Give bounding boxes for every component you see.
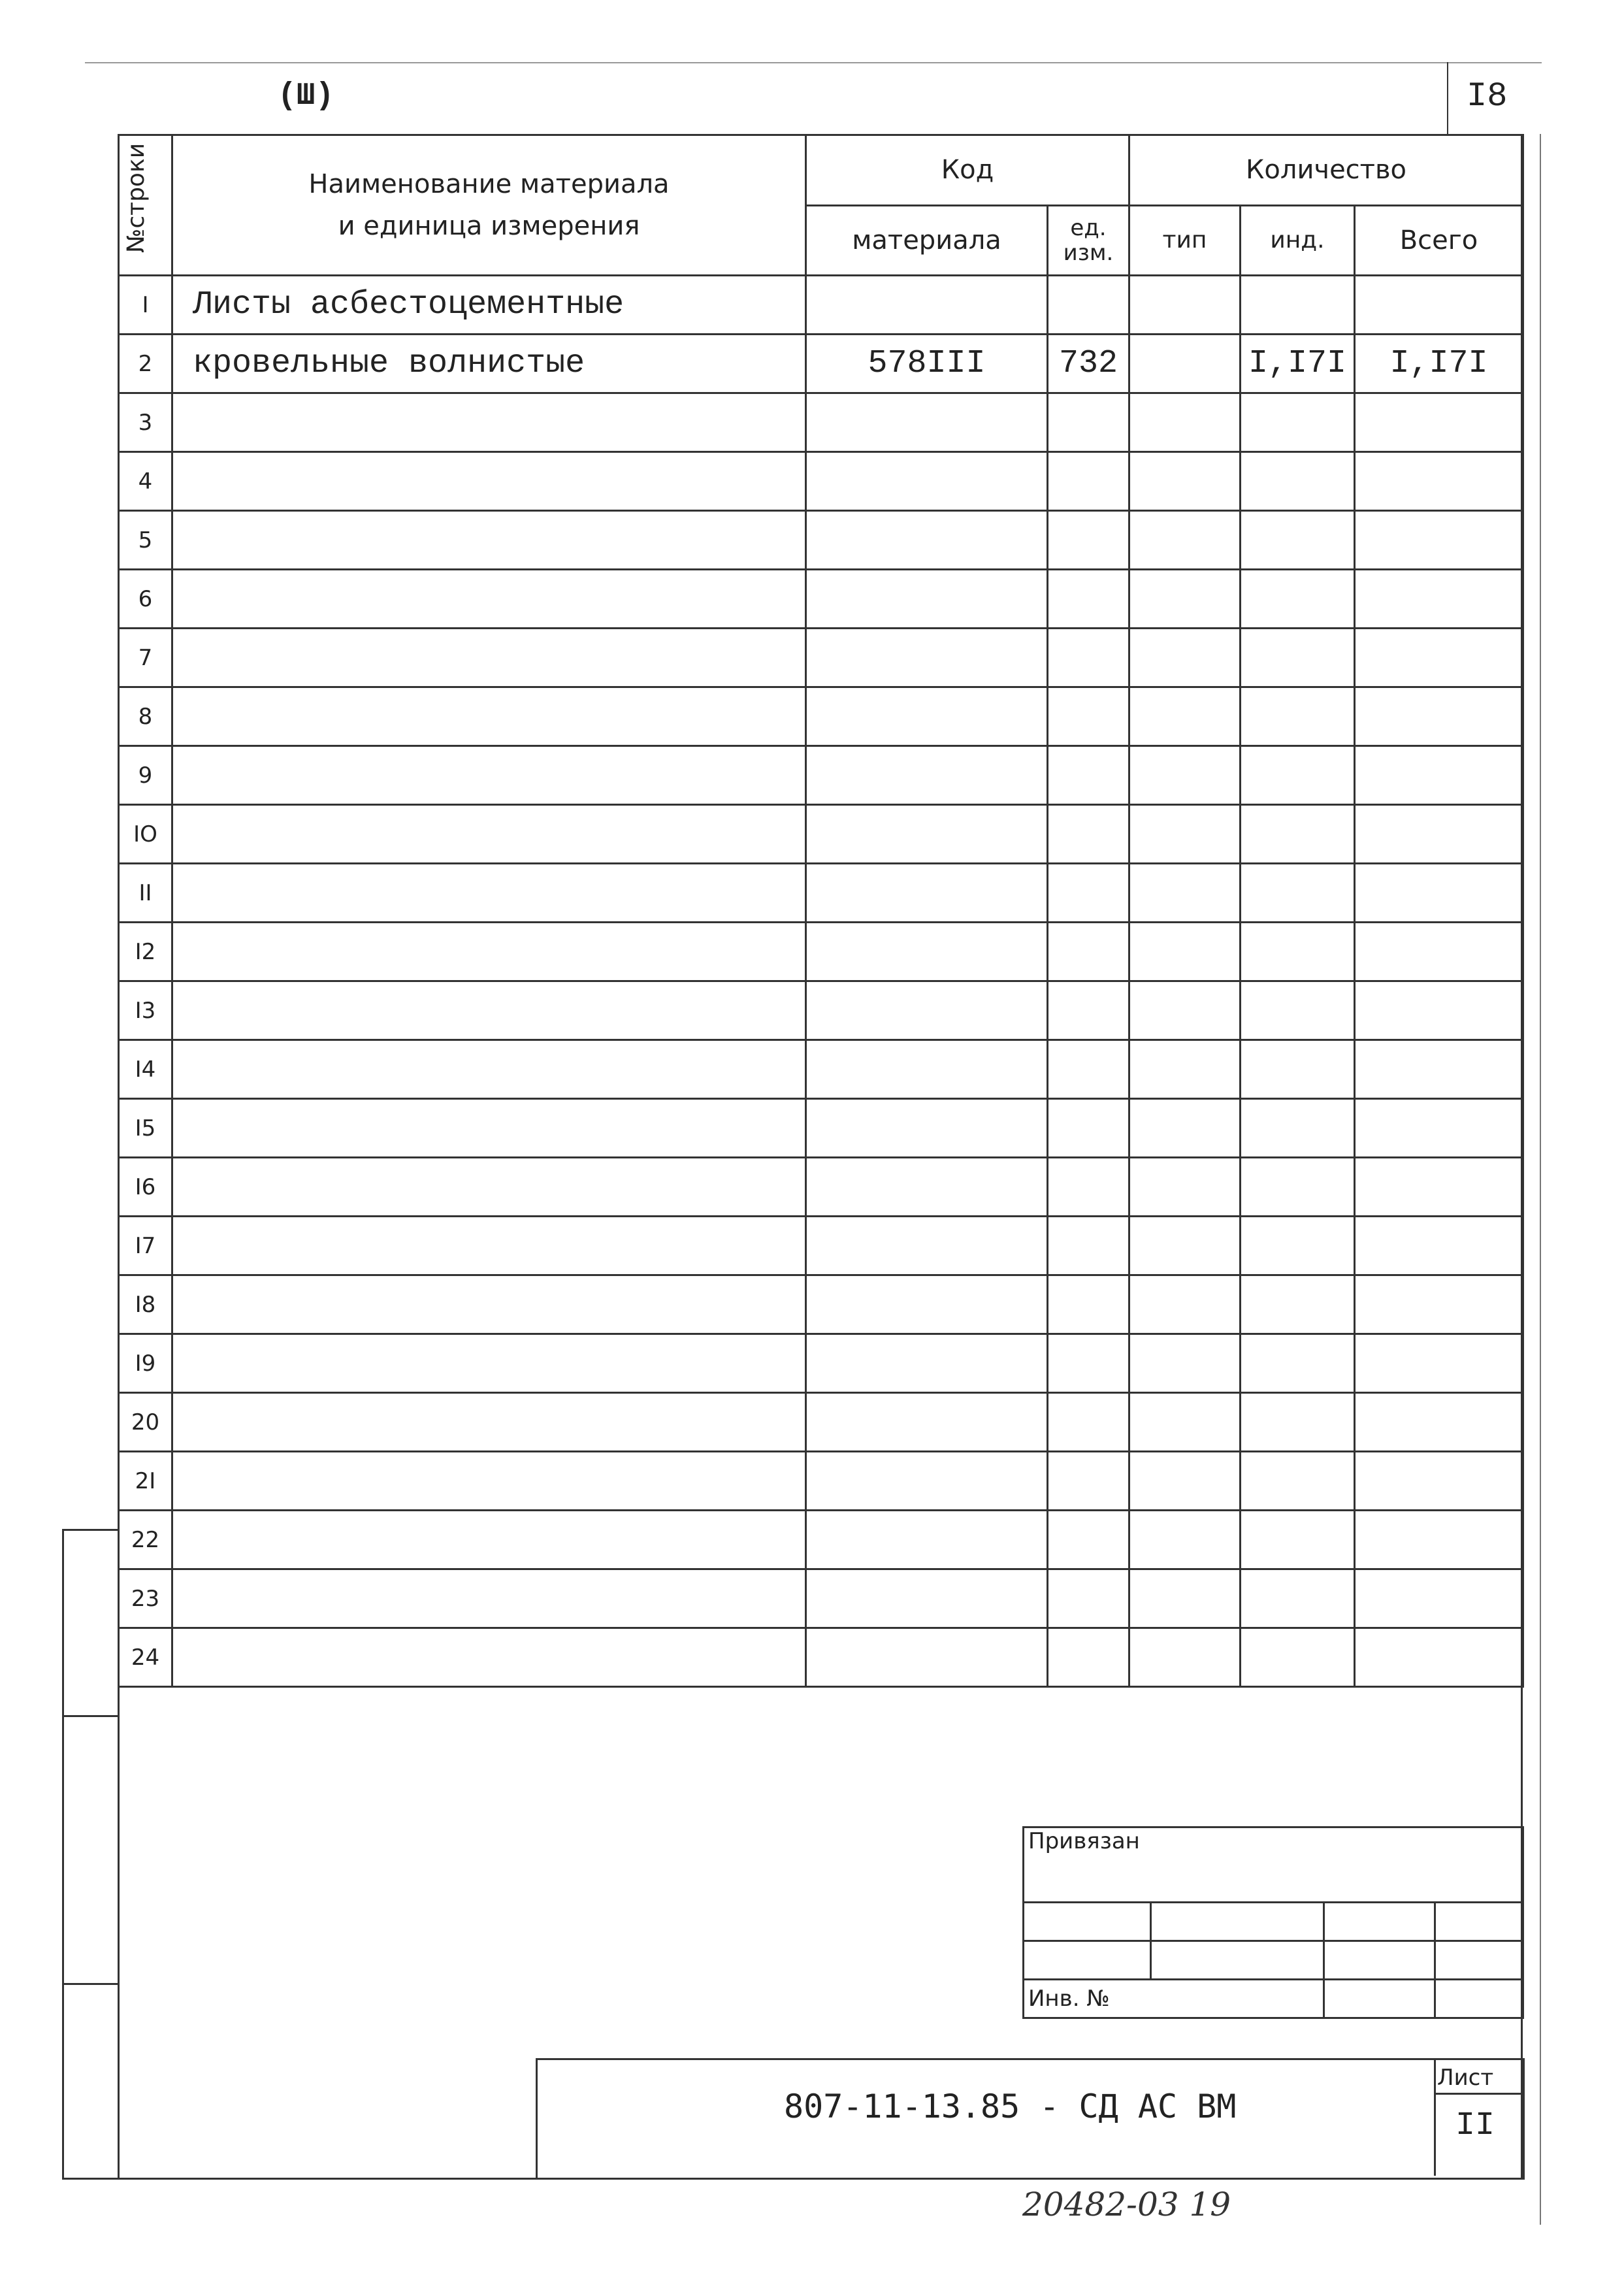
unit-code-cell: [1048, 1628, 1129, 1687]
qty-type-cell: [1129, 1217, 1241, 1275]
handwritten-archive-number: 20482-03 19: [1022, 2186, 1231, 2223]
qty-total-cell: [1355, 276, 1523, 335]
material-code-cell: [806, 923, 1048, 981]
table-row: [119, 276, 1523, 335]
qty-total-cell: [1355, 1511, 1523, 1569]
material-name-cell: [172, 452, 806, 511]
material-code-cell: [806, 1158, 1048, 1217]
material-name-cell: [172, 1452, 806, 1511]
title-block-sheet-hline: [1434, 2093, 1522, 2095]
unit-code-cell: [1048, 570, 1129, 629]
unit-code-cell: [1048, 864, 1129, 923]
table-row: [119, 393, 1523, 452]
table-row: [119, 687, 1523, 746]
row-number-cell: 8: [119, 687, 172, 746]
material-code-cell: [806, 1217, 1048, 1275]
attached-label: Привязан: [1028, 1828, 1140, 1854]
table-row: [119, 1569, 1523, 1628]
unit-code-cell: [1048, 511, 1129, 570]
unit-code-cell: [1048, 1334, 1129, 1393]
qty-ind-cell: [1241, 1569, 1355, 1628]
qty-type-cell: [1129, 1452, 1241, 1511]
material-name-cell: [172, 864, 806, 923]
qty-ind-cell: I,I7I: [1241, 335, 1355, 393]
table-row: [119, 570, 1523, 629]
qty-total-cell: [1355, 1569, 1523, 1628]
sheet-label: Лист: [1437, 2065, 1494, 2091]
material-code-cell: [806, 452, 1048, 511]
material-name-cell: [172, 1628, 806, 1687]
row-number-cell: I2: [119, 923, 172, 981]
table-row: [119, 981, 1523, 1040]
row-number-cell: 2I: [119, 1452, 172, 1511]
qty-type-cell: [1129, 629, 1241, 687]
document-code: 807-11-13.85 - СД АС ВМ: [784, 2088, 1237, 2125]
unit-code-cell: [1048, 1099, 1129, 1158]
material-code-cell: [806, 1569, 1048, 1628]
qty-total-cell: [1355, 1275, 1523, 1334]
qty-ind-cell: [1241, 511, 1355, 570]
qty-ind-cell: [1241, 981, 1355, 1040]
material-name-cell: [172, 570, 806, 629]
title-block-sheet-divider: [1434, 2058, 1436, 2176]
row-number-cell: 6: [119, 570, 172, 629]
unit-code-cell: [1048, 1511, 1129, 1569]
material-name-cell: [172, 1511, 806, 1569]
qty-total-cell: [1355, 687, 1523, 746]
qty-ind-cell: [1241, 687, 1355, 746]
qty-type-cell: [1129, 746, 1241, 805]
row-number-cell: I: [119, 276, 172, 335]
unit-code-cell: [1048, 1393, 1129, 1452]
material-code-cell: [806, 746, 1048, 805]
material-name-cell: [172, 1334, 806, 1393]
qty-type-cell: [1129, 923, 1241, 981]
qty-total-cell: [1355, 1334, 1523, 1393]
qty-type-cell: [1129, 511, 1241, 570]
table-row: [119, 511, 1523, 570]
qty-total-cell: [1355, 1099, 1523, 1158]
qty-total-cell: [1355, 393, 1523, 452]
material-table: [118, 134, 1524, 1688]
row-number-cell: I7: [119, 1217, 172, 1275]
qty-type-cell: [1129, 1099, 1241, 1158]
material-code-cell: [806, 687, 1048, 746]
row-number-cell: I6: [119, 1158, 172, 1217]
row-number-header: [119, 135, 172, 276]
material-code-cell: [806, 1099, 1048, 1158]
qty-type-cell: [1129, 1040, 1241, 1099]
material-code-cell: [806, 511, 1048, 570]
material-code-cell: [806, 1275, 1048, 1334]
qty-total-cell: [1355, 864, 1523, 923]
unit-code-cell: [1048, 981, 1129, 1040]
qty-total-cell: [1355, 570, 1523, 629]
qty-ind-cell: [1241, 570, 1355, 629]
qty-total-cell: [1355, 746, 1523, 805]
row-number-cell: I8: [119, 1275, 172, 1334]
table-row: [119, 1511, 1523, 1569]
table-row: [119, 1040, 1523, 1099]
binding-margin-line-outer: [62, 1529, 64, 2179]
attached-cell: [1024, 1827, 1523, 1903]
qty-ind-cell: [1241, 1040, 1355, 1099]
row-number-cell: 4: [119, 452, 172, 511]
unit-code-cell: 732: [1048, 335, 1129, 393]
qty-type-cell: [1129, 864, 1241, 923]
material-name-cell: [172, 1040, 806, 1099]
unit-code-cell: [1048, 393, 1129, 452]
unit-code-cell: [1048, 452, 1129, 511]
qty-ind-cell: [1241, 276, 1355, 335]
binding-margin-mid1: [62, 1715, 120, 1717]
qty-total-cell: [1355, 981, 1523, 1040]
unit-code-cell: [1048, 1040, 1129, 1099]
qty-type-cell: [1129, 981, 1241, 1040]
qty-total-header: Всего: [1355, 205, 1523, 276]
row-number-cell: 23: [119, 1569, 172, 1628]
row-number-cell: 3: [119, 393, 172, 452]
material-code-cell: [806, 629, 1048, 687]
table-row: [119, 335, 1523, 393]
table-row: [119, 923, 1523, 981]
qty-ind-cell: [1241, 1511, 1355, 1569]
table-row: [119, 1334, 1523, 1393]
qty-total-cell: [1355, 629, 1523, 687]
qty-type-cell: [1129, 1628, 1241, 1687]
row-number-cell: 20: [119, 1393, 172, 1452]
material-name-cell: [172, 1158, 806, 1217]
unit-code-cell: [1048, 746, 1129, 805]
row-number-cell: I3: [119, 981, 172, 1040]
row-number-cell: 24: [119, 1628, 172, 1687]
qty-total-cell: [1355, 1040, 1523, 1099]
table-row: [119, 864, 1523, 923]
row-number-cell: I9: [119, 1334, 172, 1393]
table-row: [119, 805, 1523, 864]
material-code-cell: [806, 1040, 1048, 1099]
attachment-stamp: [1022, 1826, 1524, 2019]
table-row: [119, 1099, 1523, 1158]
qty-ind-cell: [1241, 1275, 1355, 1334]
row-number-cell: I4: [119, 1040, 172, 1099]
material-code-cell: [806, 981, 1048, 1040]
top-border-line: [85, 62, 1542, 63]
quantity-header: Количество: [1129, 135, 1523, 206]
material-code-cell: [806, 276, 1048, 335]
page-number: I8: [1467, 77, 1508, 116]
qty-type-cell: [1129, 452, 1241, 511]
qty-type-header: тип: [1129, 205, 1241, 276]
material-name-cell: [172, 981, 806, 1040]
material-name-cell: [172, 1099, 806, 1158]
table-row: [119, 1452, 1523, 1511]
binding-margin-top-line: [62, 1529, 120, 1531]
qty-total-cell: [1355, 805, 1523, 864]
material-code-cell: [806, 1452, 1048, 1511]
row-number-cell: I5: [119, 1099, 172, 1158]
unit-code-cell: [1048, 629, 1129, 687]
top-border-right-tick: [1447, 62, 1448, 134]
material-name-cell: [172, 1569, 806, 1628]
row-number-cell: 22: [119, 1511, 172, 1569]
qty-type-cell: [1129, 276, 1241, 335]
qty-ind-cell: [1241, 1334, 1355, 1393]
qty-total-cell: [1355, 1452, 1523, 1511]
row-number-cell: 2: [119, 335, 172, 393]
row-number-cell: IO: [119, 805, 172, 864]
qty-ind-cell: [1241, 864, 1355, 923]
material-name-cell: [172, 805, 806, 864]
material-name-cell: кровельные волнистые: [172, 335, 806, 393]
qty-type-cell: [1129, 805, 1241, 864]
qty-ind-cell: [1241, 746, 1355, 805]
qty-type-cell: [1129, 1158, 1241, 1217]
qty-ind-cell: [1241, 452, 1355, 511]
qty-ind-cell: [1241, 1158, 1355, 1217]
material-code-cell: [806, 1511, 1048, 1569]
material-code-cell: 578III: [806, 335, 1048, 393]
unit-code-cell: [1048, 1452, 1129, 1511]
qty-type-cell: [1129, 1275, 1241, 1334]
row-number-header-label: №строки: [123, 142, 150, 254]
qty-total-cell: [1355, 1393, 1523, 1452]
unit-code-cell: [1048, 276, 1129, 335]
unit-code-cell: [1048, 923, 1129, 981]
row-number-cell: 5: [119, 511, 172, 570]
table-row: [119, 746, 1523, 805]
qty-total-cell: [1355, 511, 1523, 570]
table-row: [119, 1275, 1523, 1334]
unit-code-cell: [1048, 1275, 1129, 1334]
qty-type-cell: [1129, 335, 1241, 393]
material-name-cell: [172, 511, 806, 570]
material-name-cell: [172, 1393, 806, 1452]
section-mark: (Ш): [278, 78, 334, 114]
qty-ind-cell: [1241, 923, 1355, 981]
unit-code-cell: [1048, 687, 1129, 746]
table-row: [119, 1158, 1523, 1217]
material-name-cell: Листы асбестоцементные: [172, 276, 806, 335]
table-row: [119, 1628, 1523, 1687]
right-margin-line: [1540, 134, 1541, 2225]
name-header-line1: Наименование материала: [308, 169, 670, 199]
code-unit-header: ед. изм.: [1048, 205, 1129, 276]
table-row: [119, 1393, 1523, 1452]
qty-type-cell: [1129, 570, 1241, 629]
code-material-header: материала: [806, 205, 1048, 276]
table-row: [119, 1217, 1523, 1275]
material-code-cell: [806, 864, 1048, 923]
qty-type-cell: [1129, 1569, 1241, 1628]
row-number-cell: II: [119, 864, 172, 923]
qty-type-cell: [1129, 1511, 1241, 1569]
material-name-cell: [172, 1217, 806, 1275]
material-name-cell: [172, 629, 806, 687]
qty-ind-cell: [1241, 393, 1355, 452]
code-header: Код: [806, 135, 1129, 206]
qty-type-cell: [1129, 687, 1241, 746]
binding-margin-mid2: [62, 1983, 120, 1985]
name-header: [172, 135, 806, 276]
material-code-cell: [806, 1393, 1048, 1452]
qty-total-cell: [1355, 452, 1523, 511]
name-header-line2: и единица измерения: [338, 211, 640, 241]
qty-ind-cell: [1241, 1452, 1355, 1511]
qty-ind-cell: [1241, 1099, 1355, 1158]
unit-code-cell: [1048, 1217, 1129, 1275]
material-name-cell: [172, 687, 806, 746]
sheet-value: II: [1455, 2107, 1495, 2144]
inv-label: Инв. №: [1028, 1986, 1110, 2012]
qty-total-cell: [1355, 1158, 1523, 1217]
qty-type-cell: [1129, 1393, 1241, 1452]
qty-total-cell: [1355, 1628, 1523, 1687]
row-number-cell: 7: [119, 629, 172, 687]
qty-ind-cell: [1241, 1628, 1355, 1687]
qty-type-cell: [1129, 393, 1241, 452]
material-name-cell: [172, 746, 806, 805]
material-code-cell: [806, 1334, 1048, 1393]
qty-ind-cell: [1241, 805, 1355, 864]
qty-type-cell: [1129, 1334, 1241, 1393]
material-name-cell: [172, 393, 806, 452]
material-code-cell: [806, 1628, 1048, 1687]
table-body: [119, 276, 1523, 1687]
qty-ind-cell: [1241, 1217, 1355, 1275]
qty-ind-cell: [1241, 1393, 1355, 1452]
table-row: [119, 452, 1523, 511]
inv-cell: [1024, 1980, 1324, 2018]
row-number-cell: 9: [119, 746, 172, 805]
table-row: [119, 629, 1523, 687]
unit-code-cell: [1048, 1569, 1129, 1628]
material-code-cell: [806, 805, 1048, 864]
qty-ind-header: инд.: [1241, 205, 1355, 276]
qty-total-cell: I,I7I: [1355, 335, 1523, 393]
unit-code-cell: [1048, 1158, 1129, 1217]
qty-ind-cell: [1241, 629, 1355, 687]
material-code-cell: [806, 570, 1048, 629]
material-name-cell: [172, 923, 806, 981]
material-code-cell: [806, 393, 1048, 452]
unit-code-cell: [1048, 805, 1129, 864]
qty-total-cell: [1355, 1217, 1523, 1275]
material-name-cell: [172, 1275, 806, 1334]
qty-total-cell: [1355, 923, 1523, 981]
